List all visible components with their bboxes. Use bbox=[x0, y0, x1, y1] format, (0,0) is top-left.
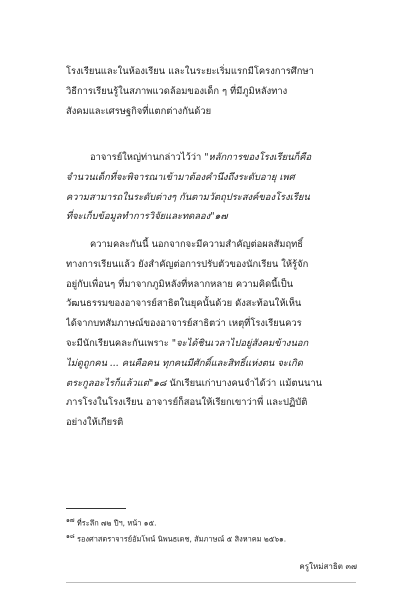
text-line: โรงเรียนและในห้องเรียน และในระยะเริ่มแรกมีโครงการศึกษา bbox=[66, 66, 314, 77]
text-line: สังคมและเศรษฐกิจที่แตกต่างกันด้วย bbox=[66, 105, 212, 117]
paragraph-1 bbox=[66, 62, 351, 121]
text-line: ความคละกันนี้ นอกจากจะมีความสำคัญต่อผลสัมฤทธิ์ bbox=[90, 239, 304, 250]
text-line: ตระกูลอะไรก็แล้วแต่"๑๘ นักเรียนเก่าบางคนจำได้ว่า แม้ตนนาน bbox=[66, 377, 323, 389]
footnote-17: $^{๑๗}$ ที่ระลึก ๗๒ ปีฯ, หน้า ๑๕. bbox=[66, 517, 157, 528]
text-line: วัฒนธรรมของอาจารย์สาธิตในยุคนั้นด้วย ดังสะท้อนให้เห็น bbox=[66, 298, 302, 310]
footer-divider bbox=[66, 582, 356, 583]
text-line: ที่จะเก็บข้อมูลทำการวิจัยและทดลอง"๑๗ bbox=[66, 211, 228, 223]
text-line: จะมีนักเรียนคละกันเพราะ "จะได้ชินเวลาไปอยู่สังคมข้างนอก bbox=[66, 337, 309, 349]
text-line: ความสามารถในระดับต่างๆ กันตามวัตถุประสงค์ของโรงเรียน bbox=[66, 191, 310, 203]
paragraph-3 bbox=[66, 235, 351, 433]
footnote-divider bbox=[66, 508, 126, 509]
page-footer: ครูใหม่สาธิต ๓๗ bbox=[299, 562, 357, 571]
text-line: ภารโรงในโรงเรียน อาจารย์ก็สอนให้เรียกเขาว่าพี่ และปฏิบัติ bbox=[66, 397, 308, 409]
text-line: จำนวนเด็กที่จะพิจารณาเข้ามาต้องคำนึงถึงระดับอายุ เพศ bbox=[66, 171, 295, 183]
text-line: ทางการเรียนแล้ว ยังสำคัญต่อการปรับตัวของนักเรียน ให้รู้จัก bbox=[66, 258, 309, 270]
footnote-18: $^{๑๘}$ รองศาสตราจารย์อัมโพน์ นิพนธเดช, สัมภาษณ์ ๕ สิงหาคม ๒๕๖๑. bbox=[66, 533, 287, 544]
text-line: อย่างให้เกียรติ bbox=[66, 417, 124, 429]
text-line: ไม่ดูถูกคน ... คนคือคน ทุกคนมีศักดิ์และสิทธิ์แห่งตน จะเกิด bbox=[66, 357, 303, 369]
text-line: วิธีการเรียนรู้ในสภาพแวดล้อมของเด็ก ๆ ที่มีภูมิหลังทาง bbox=[66, 85, 288, 97]
text-line: ได้จากบทสัมภาษณ์ของอาจารย์สาธิตว่า เหตุที่โรงเรียนควร bbox=[66, 318, 302, 330]
text-line: อาจารย์ใหญ่ท่านกล่าวไว้ว่า "หลักการของโรงเรียนก็คือ bbox=[90, 152, 312, 163]
paragraph-2-quote bbox=[66, 148, 351, 227]
text-line: อยู่กับเพื่อนๆ ที่มาจากภูมิหลังที่หลากหลาย ความคิดนี้เป็น bbox=[66, 278, 294, 290]
